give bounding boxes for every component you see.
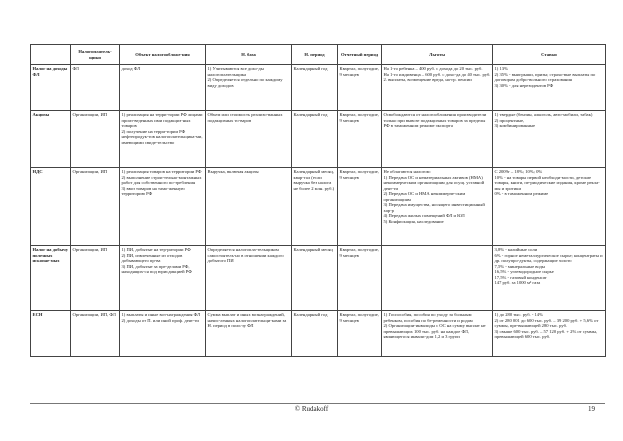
reporting-line: Квартал, полугодие, 9 месяцев [339, 66, 379, 77]
rates-line: 16,5% - углеводородное сырье [494, 269, 554, 274]
payers-cell [71, 111, 120, 168]
rates-line: 7,5% - минеральные воды [494, 263, 545, 269]
benefits-cell [382, 111, 493, 168]
rates-cell [493, 246, 606, 311]
rates-line: 1) твердые (бензин, алкоголь, авто-мобили, табак) [494, 112, 593, 117]
reporting-cell [338, 111, 382, 168]
object-line: доход ФЛ [121, 66, 141, 71]
payers-line: ФЛ [72, 66, 79, 71]
tax-table [30, 44, 606, 357]
base-line: Определяется налогопла-тельщиком самостоятель-но в отношении каждого добытого ПИ [207, 247, 284, 263]
tax-table-sheet [30, 44, 605, 357]
copyright: © Rudakoff [294, 405, 329, 413]
rates-line: 2) процентные, [494, 117, 525, 123]
rates-line: 3,8% - калийные соли [494, 247, 538, 252]
base-cell [206, 65, 292, 111]
payers-cell [71, 311, 120, 357]
reporting-line: Квартал, полугодие, 9 месяцев [339, 247, 379, 258]
benefits-cell [382, 65, 493, 111]
base-line: 2) Определяется отдельно по каждому виду доходов [207, 77, 283, 88]
benefits-line: На 1-го ребенка – 400 руб. с дохода до 20 тыс. руб. [383, 66, 483, 71]
rates-line: 3) свыше 600 тыс. руб. – 57 120 руб. + 2% от суммы, превышающей 600 тыс. руб. [494, 328, 598, 339]
payers-cell [71, 246, 120, 311]
base-line: 1) Учитываются все дохо-ды налогоплательщика [207, 66, 264, 77]
object-cell [120, 311, 206, 357]
payers-line: Организации, ИП [72, 247, 108, 252]
benefits-line: 1) Передача ОС и нематериальных активов (НМА) некоммерческим организациям для осущ. уставной деят-ти [383, 174, 485, 191]
table-row [31, 311, 606, 357]
object-line: 1) реализация на терри-тории РФ лицами произ-веденных ими подакциз-ных товаров [121, 112, 203, 128]
page-footer [0, 405, 623, 415]
col-header-period: Н. период [292, 45, 338, 65]
header-row [31, 45, 606, 65]
object-cell [120, 246, 206, 311]
page-number: 19 [588, 405, 595, 413]
period-cell [292, 168, 338, 246]
reporting-line: Квартал, полугодие, 9 месяцев [339, 312, 379, 323]
base-line: Выручка, включая акцизы [207, 169, 259, 174]
rates-line: 0% - в таможенном режиме [494, 191, 549, 196]
tax-name-cell: Налог на доходы ФЛ [31, 65, 71, 111]
object-line: 2) выполнение строи-тельно-монтажных работ для собственного по-требления [121, 174, 202, 185]
benefits-line: 5) Конфискация, наследование [383, 218, 444, 224]
object-line: 2) доходы от П. или иной проф. деят-ти [121, 317, 199, 323]
object-cell [120, 65, 206, 111]
object-cell [120, 168, 206, 246]
benefits-line: 2. выплаты, возмещение вреда, на-гр. пенсии [383, 77, 472, 82]
object-line: 1) ПИ, добытые на тер-ритории РФ [121, 247, 191, 252]
benefits-line: 4) Передача жилых помещений ФЛ и ЮЛ [383, 213, 465, 218]
tax-name-cell: Акцизы [31, 111, 71, 168]
base-cell [206, 111, 292, 168]
table-row [31, 246, 606, 311]
payers-cell [71, 65, 120, 111]
period-cell [292, 311, 338, 357]
object-line: 3) ввоз товаров на тамо-женную территорию РФ [121, 185, 185, 196]
object-line: 2) ПИ, извлеченные из отходов добывающего пр-ва [121, 252, 183, 263]
benefits-cell [382, 246, 493, 311]
base-line: Сумма выплат и иных вознаграждений, начис-ленных налогоплательщи-ками за Н. период в поль-зу ФЛ [207, 312, 287, 328]
benefits-line: Освобождаются от налогообложения производители только при вывозе подакцизных товаров за пределы РФ в таможенном режиме экспорта [383, 112, 487, 128]
footer-rule [30, 403, 605, 404]
rates-line: 1) 13% [494, 66, 508, 71]
col-header-base: Н. база [206, 45, 292, 65]
benefits-line: 2) Передача ОС и НМА некоммерче-ским организациям [383, 191, 466, 202]
object-line: 1) реализация товаров на территории РФ [121, 169, 202, 174]
reporting-line: Квартал, полугодие, 9 месяцев [339, 169, 379, 180]
object-line: 3) ПИ, добытые за пре-делами РФ, находящих-ся под юрисдикцией РФ [121, 263, 192, 274]
object-line: 1) выплаты и иные воз-награждения ФЛ [121, 312, 201, 317]
benefits-cell [382, 168, 493, 246]
col-header-benefits: Льготы [382, 45, 493, 65]
base-cell [206, 246, 292, 311]
base-cell [206, 311, 292, 357]
period-line: Календарный год [293, 312, 328, 317]
table-body [31, 65, 606, 357]
col-header-payers: Налогоплатель-щики [71, 45, 120, 65]
rates-line: 6% - горное неметаллургическое сырье; концентраты и др. полупро-дукты, содержащие золото [494, 252, 603, 263]
benefits-line: 2) Организации-инвалиды с ОС на сумму выплат не превышающих 100 тыс. руб. на каждое ФЛ, являющегося инвали-дом 1,2 и 3 групп [383, 323, 486, 339]
rates-line: 2) 35% - выигрыши, призы; страхо-вые выплаты по договорам добро-вольного страхования [494, 71, 596, 82]
rates-line: 3) 30% - для нерезидентов РФ [494, 82, 554, 88]
period-cell [292, 65, 338, 111]
benefits-line: 3) Передача имущества, носящего инвестиционный хар-р [383, 202, 485, 213]
period-line: Календарный год [293, 112, 328, 117]
period-line: Календарный месяц [293, 247, 333, 252]
rates-line: 10% - на товары первой необходи-мости, детские товары, книги, пе-риодические издания, кроме рекла-мы и эротики [494, 174, 600, 191]
rates-line: 1) до 280 тыс. руб. - 14% [494, 312, 543, 317]
tax-name-cell: НДС [31, 168, 71, 246]
tax-name-cell: ЕСН [31, 311, 71, 357]
rates-line: 3) комбинированные [494, 123, 536, 128]
rates-cell [493, 168, 606, 246]
col-header-reporting: Отчетный период [338, 45, 382, 65]
period-line: Календарный месяц, квар-тал (если выручка без налога не более 2 млн. руб.) [293, 169, 335, 191]
payers-line: Организации, ИП, ФЛ [72, 312, 116, 317]
rates-cell [493, 111, 606, 168]
reporting-cell [338, 65, 382, 111]
benefits-line: Не облагаются налогом: [383, 169, 431, 174]
rates-line: 17,5% - газовый конденсат [494, 274, 547, 280]
payers-line: Организации, ИП [72, 112, 108, 117]
period-cell [292, 246, 338, 311]
base-line: Объем или стоимость реализо-ванных подакцизных то-варов [207, 112, 283, 123]
rates-line: 2) от 280 001 до 600 тыс. руб. – 39 200 руб. + 5,6% от суммы, пре-вышающей 280 тыс. руб. [494, 317, 599, 328]
col-header-object: Объект налогообложе-ния [120, 45, 206, 65]
payers-line: Организации, ИП [72, 169, 108, 174]
col-header-rates: Ставки [493, 45, 606, 65]
payers-cell [71, 168, 120, 246]
rates-cell [493, 311, 606, 357]
reporting-cell [338, 246, 382, 311]
benefits-cell [382, 311, 493, 357]
period-line: Календарный год [293, 66, 328, 71]
reporting-cell [338, 311, 382, 357]
reporting-line: Квартал, полугодие, 9 месяцев [339, 112, 379, 123]
period-cell [292, 111, 338, 168]
table-row [31, 111, 606, 168]
table-row [31, 65, 606, 111]
table-row [31, 168, 606, 246]
benefits-line: На 1-го иждивенца – 600 руб. с дохо-да до 40 тыс. руб. [383, 71, 491, 77]
rates-line: С 2009г – 18%; 10%; 0% [494, 169, 543, 174]
tax-name-cell: Налог на добычу полезных ископае-мых [31, 246, 71, 311]
benefits-line: 1) Госпособия, пособия по уходу за больным ребенком, пособия по бе-ременности и родам [383, 312, 473, 323]
rates-line: 147 руб. за 1000 м³ газа [494, 280, 541, 285]
base-cell [206, 168, 292, 246]
reporting-cell [338, 168, 382, 246]
rates-cell [493, 65, 606, 111]
col-header-tax [31, 45, 71, 65]
object-cell [120, 111, 206, 168]
object-line: 2) получение на терри-тории РФ нефтепродук-тов налогоплательщика-ми, имеющими свиде-тельство [121, 128, 203, 145]
